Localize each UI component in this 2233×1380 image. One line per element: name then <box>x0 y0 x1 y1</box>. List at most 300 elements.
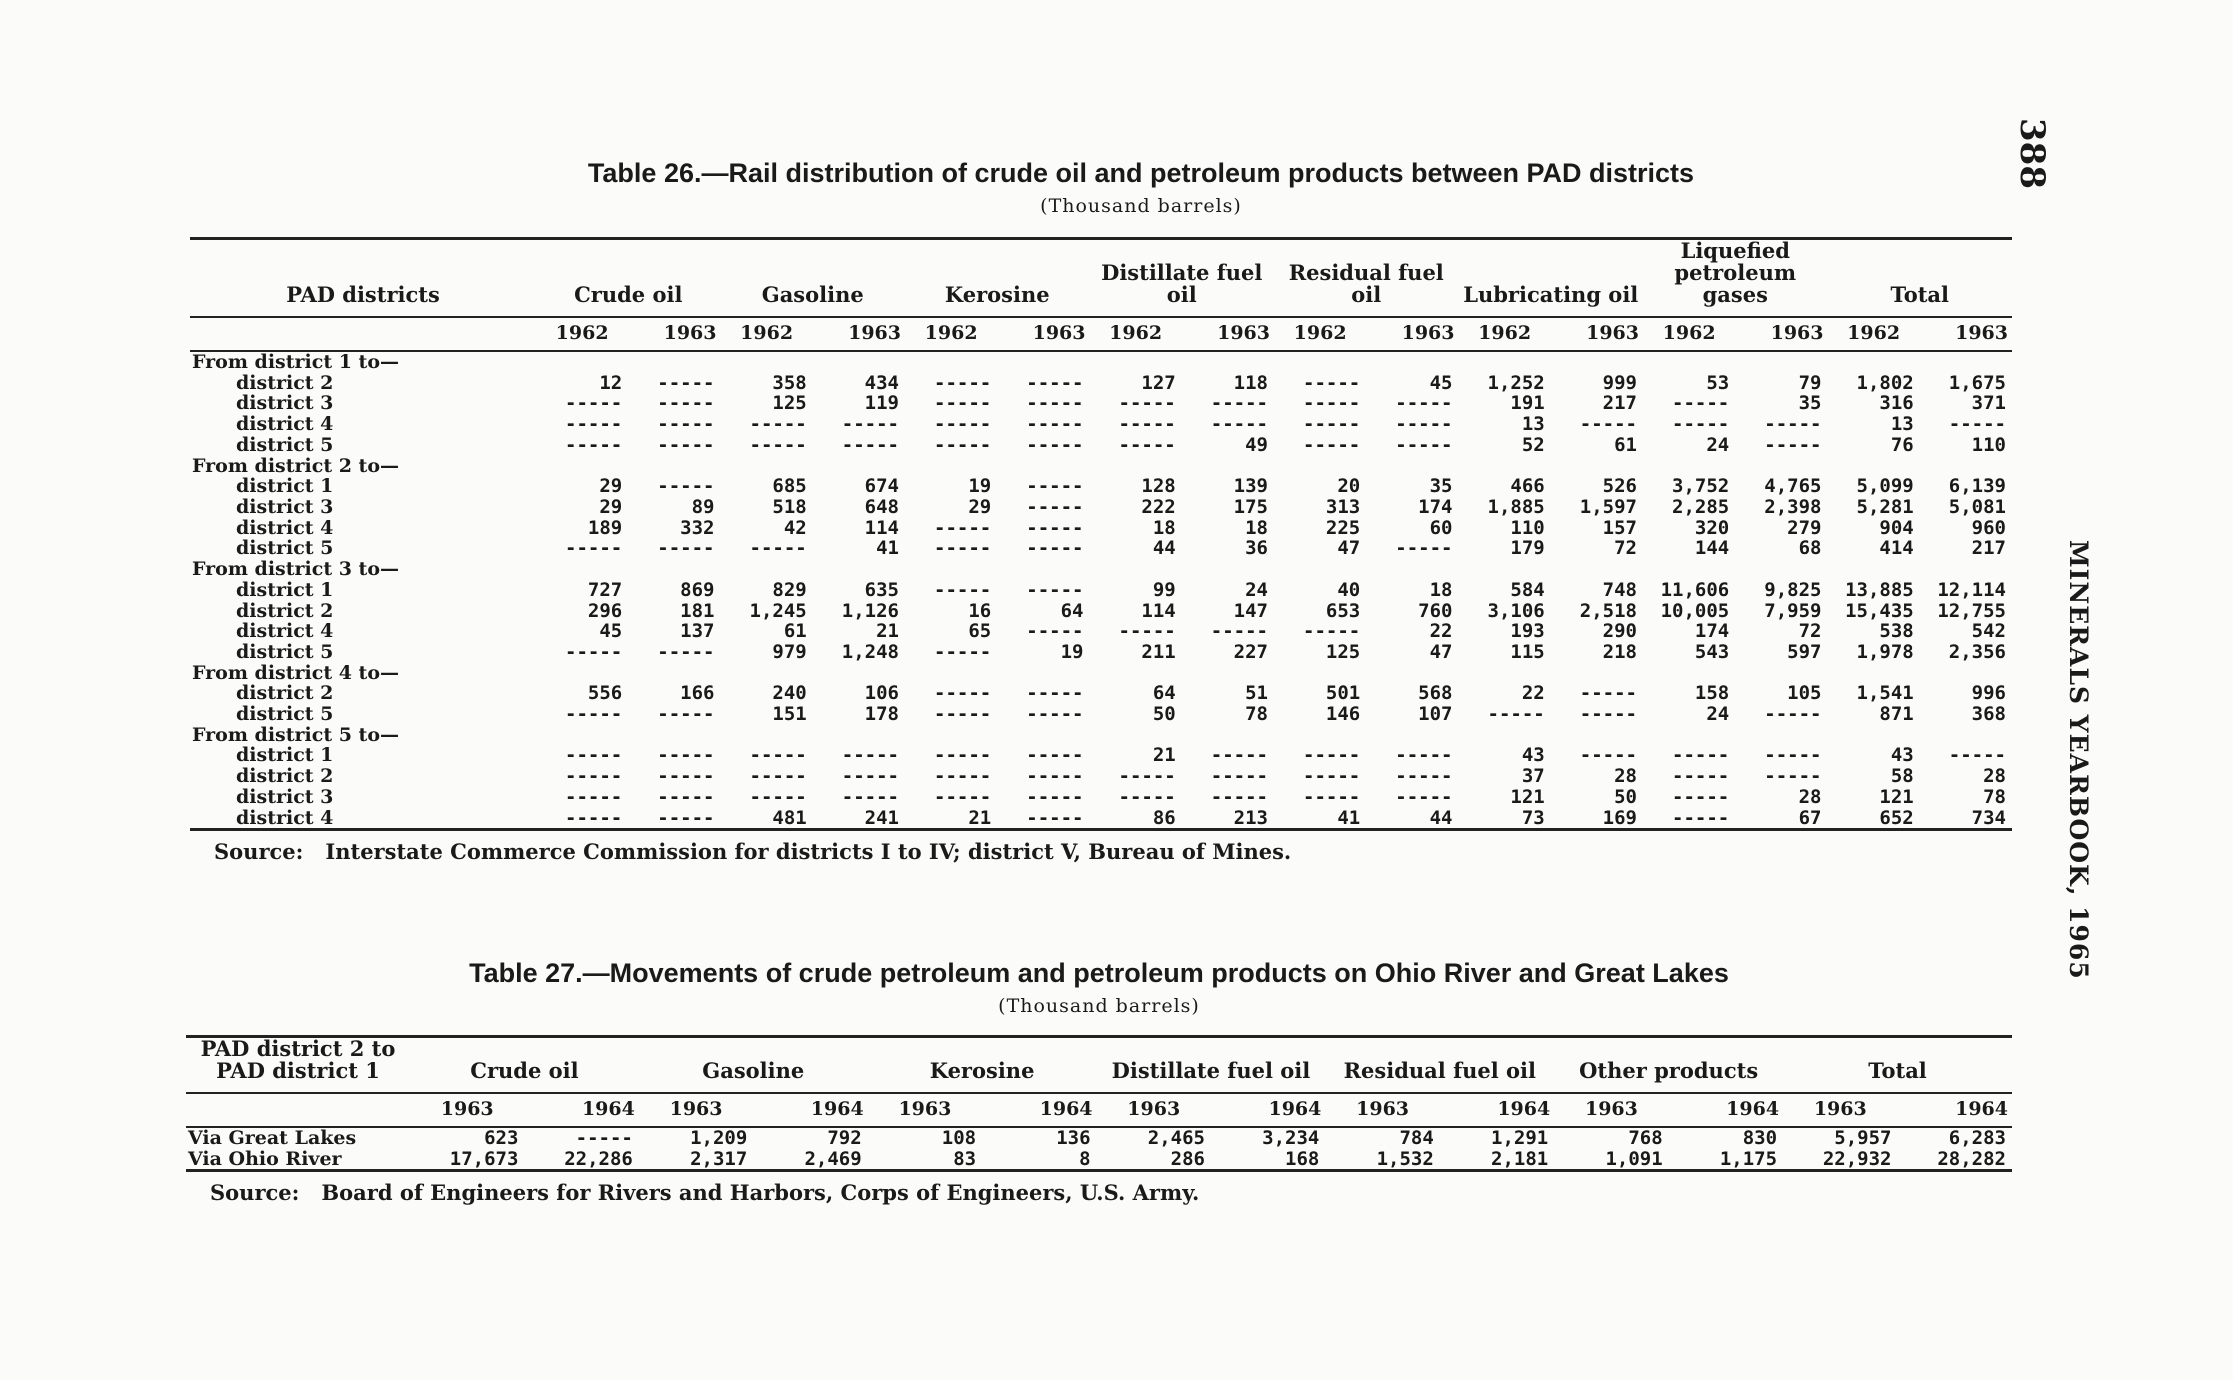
cell-value: 979 <box>772 640 807 663</box>
row-label: district 4 <box>236 516 334 539</box>
cell-value: 64 <box>1152 682 1176 705</box>
cell-value: ----- <box>1948 744 2006 767</box>
cell-value: 332 <box>680 516 715 539</box>
cell-value: ----- <box>657 413 715 436</box>
stub-header: PAD districts <box>286 282 440 308</box>
cell-value: 43 <box>1521 744 1545 767</box>
cell-value: 20 <box>1337 475 1361 498</box>
cell-value: ----- <box>1210 765 1268 788</box>
cell-value: ----- <box>1764 413 1822 436</box>
cell-value: 1,675 <box>1948 371 2006 394</box>
cell-value: ----- <box>1672 785 1730 808</box>
section-label: From district 3 to— <box>192 558 400 581</box>
cell-value: 110 <box>1510 516 1545 539</box>
table-row <box>190 601 2012 622</box>
cell-value: ----- <box>1303 744 1361 767</box>
cell-value: 792 <box>827 1127 862 1150</box>
year-header: 1963 <box>639 1093 753 1127</box>
year-header: 1964 <box>1669 1093 1783 1127</box>
source-text: Board of Engineers for Rivers and Harbors, Corps of Engineers, U.S. Army. <box>321 1180 1200 1206</box>
year-header: 1963 <box>813 317 905 351</box>
cell-value: 179 <box>1510 537 1545 560</box>
cell-value: ----- <box>934 785 992 808</box>
cell-value: 648 <box>864 496 899 518</box>
column-group-header: Kerosine <box>944 282 1050 308</box>
year-header: 1962 <box>721 317 813 351</box>
cell-value: 65 <box>968 620 992 643</box>
year-header: 1964 <box>1897 1093 2012 1127</box>
cell-value: 542 <box>1971 620 2006 643</box>
cell-value: 125 <box>1325 640 1361 663</box>
cell-value: 6,139 <box>1948 475 2006 498</box>
cell-value: 60 <box>1429 516 1453 539</box>
cell-value: ----- <box>565 433 623 456</box>
cell-value: 118 <box>1233 371 1268 394</box>
cell-value: 86 <box>1152 806 1176 829</box>
cell-value: 748 <box>1602 578 1637 601</box>
cell-value: ----- <box>565 640 623 663</box>
cell-value: 108 <box>941 1127 977 1150</box>
cell-value: ----- <box>1395 785 1453 808</box>
cell-value: ----- <box>749 785 807 808</box>
cell-value: ----- <box>1026 371 1084 394</box>
section-label: From district 2 to— <box>192 454 400 477</box>
table-row <box>190 518 2012 539</box>
cell-value: 68 <box>1798 537 1822 560</box>
cell-value: 28,282 <box>1937 1147 2006 1170</box>
cell-value: 12,114 <box>1937 578 2006 601</box>
row-label: district 4 <box>236 806 334 829</box>
cell-value: ----- <box>1672 744 1730 767</box>
cell-value: 13 <box>1890 413 1914 436</box>
cell-value: 5,099 <box>1856 475 1914 498</box>
cell-value: ----- <box>657 371 715 394</box>
cell-value: 121 <box>1510 785 1545 808</box>
cell-value: 211 <box>1141 640 1176 663</box>
cell-value: 128 <box>1141 475 1176 498</box>
cell-value: ----- <box>1026 806 1084 829</box>
cell-value: ----- <box>565 413 623 436</box>
table-row <box>190 435 2012 456</box>
table-row <box>190 476 2012 497</box>
cell-value: ----- <box>934 413 992 436</box>
cell-value: 61 <box>783 620 807 643</box>
cell-value: 13,885 <box>1845 578 1914 601</box>
cell-value: 107 <box>1418 703 1453 726</box>
cell-value: 110 <box>1971 433 2006 456</box>
row-label: Via Ohio River <box>188 1147 342 1170</box>
column-group-header: Liquefied petroleum gases <box>1674 238 1797 308</box>
section-label: From district 1 to— <box>192 351 400 374</box>
cell-value: 313 <box>1325 496 1361 518</box>
cell-value: ----- <box>1395 537 1453 560</box>
cell-value: 829 <box>772 578 807 601</box>
cell-value: ----- <box>934 516 992 539</box>
cell-value: ----- <box>934 578 992 601</box>
cell-value: 50 <box>1152 703 1176 726</box>
cell-value: 213 <box>1233 806 1268 829</box>
cell-value: ----- <box>934 371 992 394</box>
column-group-header: Residual fuel oil <box>1343 1058 1536 1084</box>
cell-value: ----- <box>749 413 807 436</box>
source-text: Interstate Commerce Commission for districts I to IV; district V, Bureau of Mines. <box>325 839 1292 865</box>
cell-value: 114 <box>1141 599 1176 622</box>
table-row <box>190 683 2012 704</box>
row-label: district 2 <box>236 599 334 622</box>
cell-value: 15,435 <box>1845 599 1914 622</box>
cell-value: 114 <box>864 516 899 539</box>
cell-value: 5,081 <box>1948 496 2006 518</box>
cell-value: 175 <box>1233 496 1268 518</box>
cell-value: ----- <box>1026 785 1084 808</box>
cell-value: 1,175 <box>1719 1147 1778 1170</box>
cell-value: 19 <box>1060 640 1084 663</box>
cell-value: 653 <box>1325 599 1361 622</box>
table-row <box>190 373 2012 394</box>
cell-value: 47 <box>1429 640 1453 663</box>
column-group-header: Total <box>1868 1058 1927 1084</box>
cell-value: 147 <box>1233 599 1268 622</box>
cell-value: 35 <box>1798 392 1822 415</box>
row-label: district 4 <box>236 620 334 643</box>
year-header: 1962 <box>536 317 628 351</box>
cell-value: ----- <box>1579 744 1637 767</box>
cell-value: 960 <box>1971 516 2006 539</box>
cell-value: ----- <box>1395 433 1453 456</box>
table-27-source <box>186 1180 2012 1205</box>
row-label: district 5 <box>236 640 334 663</box>
cell-value: ----- <box>934 433 992 456</box>
column-group-header: Residual fuel oil <box>1288 260 1444 308</box>
cell-value: 685 <box>772 475 807 498</box>
cell-value: 2,285 <box>1672 496 1730 518</box>
cell-value: 19 <box>968 475 992 498</box>
cell-value: ----- <box>1026 516 1084 539</box>
cell-value: ----- <box>657 433 715 456</box>
cell-value: ----- <box>841 413 899 436</box>
cell-value: 217 <box>1971 537 2006 560</box>
section-row <box>190 559 2012 580</box>
cell-value: ----- <box>657 744 715 767</box>
row-label: district 3 <box>236 392 334 415</box>
cell-value: 21 <box>876 620 899 643</box>
cell-value: 89 <box>691 496 715 518</box>
cell-value: ----- <box>1118 620 1176 643</box>
cell-value: ----- <box>565 806 623 829</box>
table-row <box>190 393 2012 414</box>
cell-value: 1,209 <box>690 1127 748 1150</box>
cell-value: 36 <box>1245 537 1268 560</box>
stub-spacer <box>186 1093 410 1127</box>
cell-value: ----- <box>1210 620 1268 643</box>
table-27 <box>186 1035 2012 1172</box>
cell-value: ----- <box>934 392 992 415</box>
row-label: district 2 <box>236 765 334 788</box>
cell-value: 597 <box>1787 640 1822 663</box>
table-26-units: (Thousand barrels) <box>1040 195 1242 217</box>
cell-value: ----- <box>1026 682 1084 705</box>
cell-value: 191 <box>1510 392 1545 415</box>
cell-value: 22,932 <box>1822 1147 1892 1170</box>
year-header: 1963 <box>1097 1093 1211 1127</box>
cell-value: ----- <box>565 392 623 415</box>
cell-value: 481 <box>772 806 807 829</box>
cell-value: 52 <box>1521 433 1545 456</box>
section-row <box>190 351 2012 373</box>
cell-value: 11,606 <box>1660 578 1730 601</box>
cell-value: 53 <box>1706 371 1730 394</box>
cell-value: ----- <box>1118 392 1176 415</box>
cell-value: ----- <box>1303 371 1361 394</box>
cell-value: 45 <box>1429 371 1453 394</box>
cell-value: 2,317 <box>690 1147 748 1170</box>
year-header: 1964 <box>524 1093 638 1127</box>
cell-value: ----- <box>1026 433 1084 456</box>
row-label: district 1 <box>236 744 334 767</box>
cell-value: 22 <box>1521 682 1545 705</box>
cell-value: 1,597 <box>1579 496 1637 518</box>
cell-value: ----- <box>565 785 623 808</box>
cell-value: 51 <box>1245 682 1268 705</box>
table-row <box>190 704 2012 725</box>
cell-value: ----- <box>1026 744 1084 767</box>
cell-value: 1,091 <box>1605 1147 1663 1170</box>
cell-value: 139 <box>1233 475 1268 498</box>
table-row <box>190 497 2012 518</box>
cell-value: 240 <box>772 682 807 705</box>
cell-value: 1,245 <box>749 599 807 622</box>
section-row <box>190 725 2012 746</box>
column-group-header: Other products <box>1579 1058 1759 1084</box>
cell-value: 217 <box>1602 392 1637 415</box>
cell-value: ----- <box>565 744 623 767</box>
table-26-source <box>190 839 2012 864</box>
cell-value: 434 <box>864 371 899 394</box>
cell-value: 768 <box>1628 1127 1663 1150</box>
cell-value: ----- <box>565 765 623 788</box>
column-group-header: Gasoline <box>761 282 864 308</box>
cell-value: 72 <box>1614 537 1637 560</box>
cell-value: 227 <box>1233 640 1268 663</box>
cell-value: ----- <box>1395 413 1453 436</box>
year-header: 1963 <box>1554 1093 1668 1127</box>
cell-value: ----- <box>1579 703 1637 726</box>
cell-value: ----- <box>657 703 715 726</box>
table-27-title: Table 27.—Movements of crude petroleum and petroleum products on Ohio River and Great Lakes <box>469 958 1729 988</box>
cell-value: 119 <box>864 392 899 415</box>
row-label: district 2 <box>236 371 334 394</box>
cell-value: 222 <box>1141 496 1176 518</box>
year-header: 1963 <box>1783 1093 1897 1127</box>
cell-value: 37 <box>1521 765 1545 788</box>
table-row <box>190 621 2012 642</box>
cell-value: ----- <box>1118 413 1176 436</box>
cell-value: 2,356 <box>1948 640 2006 663</box>
table-26-block <box>190 158 2012 864</box>
cell-value: 21 <box>1152 744 1176 767</box>
cell-value: 241 <box>864 806 899 829</box>
cell-value: 44 <box>1152 537 1176 560</box>
cell-value: ----- <box>657 537 715 560</box>
column-group-header: Crude oil <box>470 1058 579 1084</box>
table-row <box>186 1149 2012 1171</box>
column-group-header: Lubricating oil <box>1463 282 1639 308</box>
column-group-header: Gasoline <box>702 1058 805 1084</box>
cell-value: 136 <box>1056 1127 1091 1150</box>
cell-value: 21 <box>968 806 992 829</box>
cell-value: 12,755 <box>1937 599 2006 622</box>
year-header: 1962 <box>905 317 997 351</box>
cell-value: 784 <box>1399 1127 1434 1150</box>
table-row <box>190 808 2012 830</box>
cell-value: 166 <box>680 682 715 705</box>
cell-value: 181 <box>680 599 715 622</box>
cell-value: 73 <box>1521 806 1545 829</box>
stub-spacer <box>190 317 536 351</box>
year-header: 1964 <box>1440 1093 1554 1127</box>
cell-value: 41 <box>876 537 899 560</box>
cell-value: 28 <box>1983 765 2006 788</box>
year-header: 1964 <box>753 1093 867 1127</box>
cell-value: 29 <box>968 496 992 518</box>
cell-value: 4,765 <box>1764 475 1822 498</box>
cell-value: ----- <box>934 537 992 560</box>
cell-value: 17,673 <box>449 1147 519 1170</box>
cell-value: 12 <box>599 371 623 394</box>
section-row <box>190 456 2012 477</box>
cell-value: 368 <box>1971 703 2006 726</box>
row-label: district 5 <box>236 433 334 456</box>
cell-value: 1,252 <box>1487 371 1545 394</box>
cell-value: ----- <box>934 682 992 705</box>
table-row <box>190 538 2012 559</box>
cell-value: 320 <box>1694 516 1730 539</box>
cell-value: ----- <box>934 640 992 663</box>
cell-value: 137 <box>680 620 715 643</box>
cell-value: 28 <box>1614 765 1637 788</box>
cell-value: 47 <box>1337 537 1361 560</box>
year-header: 1962 <box>1828 317 1920 351</box>
cell-value: ----- <box>1026 475 1084 498</box>
year-header: 1963 <box>628 317 720 351</box>
cell-value: 169 <box>1602 806 1637 829</box>
section-label: From district 5 to— <box>192 723 400 746</box>
cell-value: 64 <box>1060 599 1084 622</box>
year-header: 1962 <box>1274 317 1366 351</box>
row-label: district 3 <box>236 785 334 808</box>
cell-value: ----- <box>657 392 715 415</box>
cell-value: 5,957 <box>1834 1127 1892 1150</box>
cell-value: 50 <box>1614 785 1637 808</box>
cell-value: ----- <box>657 475 715 498</box>
cell-value: 358 <box>772 371 807 394</box>
cell-value: ----- <box>1303 392 1361 415</box>
table-row <box>190 642 2012 663</box>
row-label: district 3 <box>236 496 334 518</box>
cell-value: 121 <box>1879 785 1914 808</box>
cell-value: ----- <box>1672 806 1730 829</box>
cell-value: 279 <box>1787 516 1822 539</box>
cell-value: 466 <box>1510 475 1545 498</box>
year-header: 1963 <box>1182 317 1274 351</box>
cell-value: 904 <box>1879 516 1914 539</box>
cell-value: 99 <box>1152 578 1176 601</box>
cell-value: ----- <box>657 785 715 808</box>
page-number: 388 <box>2012 118 2052 189</box>
cell-value: 18 <box>1152 516 1176 539</box>
cell-value: ----- <box>1948 413 2006 436</box>
table-row <box>190 787 2012 808</box>
cell-value: ----- <box>1210 413 1268 436</box>
cell-value: 3,752 <box>1672 475 1730 498</box>
cell-value: 556 <box>587 682 623 705</box>
cell-value: 286 <box>1170 1147 1205 1170</box>
year-header: 1962 <box>1090 317 1182 351</box>
source-label: Source: <box>210 1180 300 1206</box>
cell-value: 174 <box>1694 620 1730 643</box>
cell-value: ----- <box>1210 392 1268 415</box>
year-header: 1962 <box>1459 317 1551 351</box>
column-group-header: Distillate fuel oil <box>1101 260 1263 308</box>
cell-value: ----- <box>1026 537 1084 560</box>
table-27-units: (Thousand barrels) <box>998 995 1200 1017</box>
stub-header: PAD district 2 to PAD district 1 <box>200 1036 396 1084</box>
cell-value: 414 <box>1879 537 1914 560</box>
cell-value: ----- <box>1579 682 1637 705</box>
section-label: From district 4 to— <box>192 661 400 684</box>
cell-value: ----- <box>1303 433 1361 456</box>
year-header: 1962 <box>1643 317 1735 351</box>
cell-value: 1,802 <box>1856 371 1914 394</box>
cell-value: ----- <box>1395 744 1453 767</box>
table-row <box>186 1127 2012 1149</box>
cell-value: 22,286 <box>564 1147 633 1170</box>
cell-value: 290 <box>1602 620 1637 643</box>
cell-value: ----- <box>1395 392 1453 415</box>
row-label: district 1 <box>236 475 334 498</box>
cell-value: 28 <box>1798 785 1822 808</box>
cell-value: ----- <box>749 433 807 456</box>
cell-value: ----- <box>1026 620 1084 643</box>
cell-value: 635 <box>864 578 899 601</box>
cell-value: ----- <box>1210 744 1268 767</box>
column-group-header: Kerosine <box>929 1058 1035 1084</box>
cell-value: ----- <box>657 640 715 663</box>
cell-value: 18 <box>1245 516 1268 539</box>
cell-value: ----- <box>1764 765 1822 788</box>
cell-value: 44 <box>1429 806 1453 829</box>
cell-value: 543 <box>1694 640 1730 663</box>
cell-value: ----- <box>749 765 807 788</box>
cell-value: ----- <box>1764 433 1822 456</box>
cell-value: ----- <box>1026 413 1084 436</box>
cell-value: 225 <box>1325 516 1361 539</box>
cell-value: 727 <box>587 578 623 601</box>
cell-value: ----- <box>1303 785 1361 808</box>
cell-value: 78 <box>1245 703 1268 726</box>
table-row <box>190 745 2012 766</box>
cell-value: 24 <box>1706 703 1730 726</box>
cell-value: 6,283 <box>1948 1127 2006 1150</box>
cell-value: 371 <box>1971 392 2006 415</box>
year-header: 1963 <box>410 1093 524 1127</box>
cell-value: ----- <box>1026 703 1084 726</box>
year-header: 1964 <box>1211 1093 1325 1127</box>
cell-value: 174 <box>1418 496 1453 518</box>
cell-value: 538 <box>1879 620 1914 643</box>
cell-value: ----- <box>1303 765 1361 788</box>
cell-value: 501 <box>1325 682 1361 705</box>
